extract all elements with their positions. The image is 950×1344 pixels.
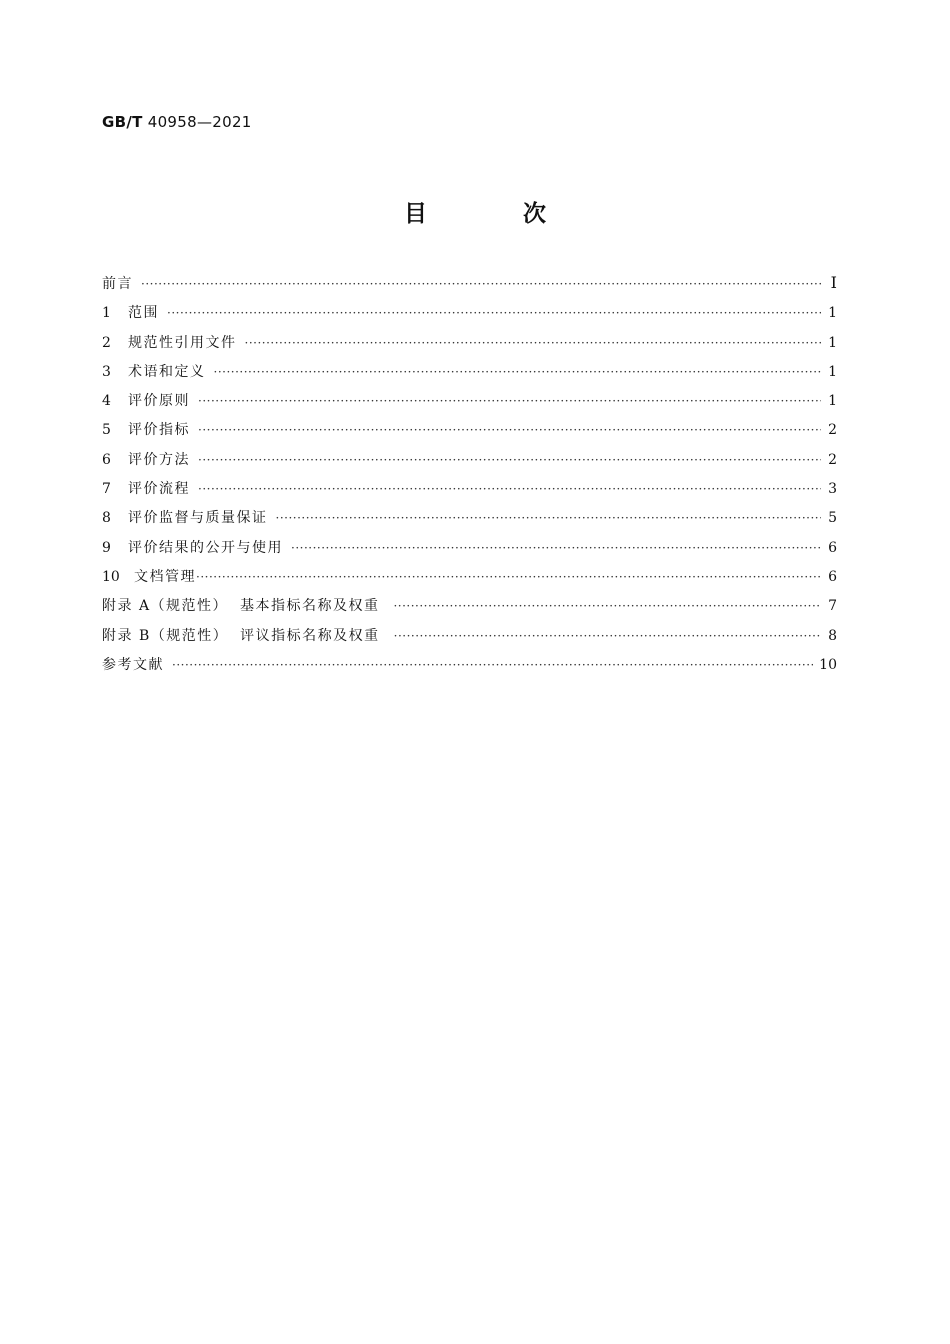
toc-leader-dots <box>198 394 821 408</box>
toc-entry-page: 3 <box>828 481 837 498</box>
toc-entry-label: 评价结果的公开与使用 <box>128 539 283 556</box>
toc-entry-4[interactable] <box>102 390 837 419</box>
toc-entry-number: 9 <box>102 539 111 556</box>
toc-entry-foreword[interactable] <box>102 273 837 302</box>
toc-entry-page: 2 <box>828 451 837 468</box>
toc-entry-8[interactable] <box>102 507 837 536</box>
toc-entry-label: 术语和定义 <box>128 363 206 380</box>
toc-entry-label: 参考文献 <box>102 656 164 673</box>
toc-entry-label: 附录 A（规范性） 基本指标名称及权重 <box>102 598 380 615</box>
toc-entry-number: 7 <box>102 481 111 498</box>
toc-entry-1[interactable] <box>102 302 837 331</box>
toc-leader-dots <box>214 365 822 379</box>
toc-entry-page: 1 <box>828 393 837 410</box>
toc-entry-references[interactable] <box>102 654 837 683</box>
toc-leader-dots <box>198 482 821 496</box>
toc-entry-page: 10 <box>819 656 837 673</box>
toc-entry-label: 评价指标 <box>128 422 190 439</box>
toc-entry-number: 2 <box>102 334 111 351</box>
toc-entry-label: 规范性引用文件 <box>128 334 237 351</box>
toc-entry-3[interactable] <box>102 361 837 390</box>
toc-entry-page: 1 <box>828 363 837 380</box>
toc-entry-appendix-a[interactable] <box>102 595 837 624</box>
toc-entry-label: 评价方法 <box>128 451 190 468</box>
standard-code <box>102 113 252 131</box>
page-title: 目 次 <box>403 201 590 227</box>
toc-entry-page: 1 <box>828 334 837 351</box>
toc-entry-2[interactable] <box>102 332 837 361</box>
toc-entry-appendix-b[interactable] <box>102 625 837 654</box>
toc-leader-dots <box>245 336 822 350</box>
toc-entry-7[interactable] <box>102 478 837 507</box>
table-of-contents <box>102 273 837 683</box>
toc-entry-label: 前言 <box>102 276 133 292</box>
toc-leader-dots <box>196 570 821 584</box>
toc-entry-5[interactable] <box>102 419 837 448</box>
toc-entry-label: 评价流程 <box>128 481 190 498</box>
toc-entry-page: 2 <box>828 422 837 439</box>
toc-entry-page: 6 <box>828 539 837 556</box>
toc-entry-10[interactable] <box>102 566 837 595</box>
toc-leader-dots <box>172 658 813 672</box>
toc-entry-page: 5 <box>828 510 837 527</box>
toc-entry-number: 3 <box>102 363 111 380</box>
toc-entry-label: 文档管理 <box>134 568 196 585</box>
toc-leader-dots <box>291 541 821 555</box>
toc-entry-6[interactable] <box>102 449 837 478</box>
toc-entry-page: 7 <box>828 598 837 615</box>
toc-entry-page: I <box>830 273 837 292</box>
toc-leader-dots <box>394 629 821 643</box>
toc-leader-dots <box>198 423 821 437</box>
toc-entry-number: 6 <box>102 451 111 468</box>
toc-leader-dots <box>141 277 821 291</box>
standard-prefix: GB/T <box>102 113 143 131</box>
toc-entry-number: 1 <box>102 305 111 322</box>
toc-entry-number: 4 <box>102 393 111 410</box>
toc-entry-9[interactable] <box>102 537 837 566</box>
toc-entry-label: 附录 B（规范性） 评议指标名称及权重 <box>102 627 380 644</box>
toc-leader-dots <box>198 453 821 467</box>
toc-leader-dots <box>393 599 821 613</box>
toc-entry-number: 8 <box>102 510 111 527</box>
standard-number: 40958—2021 <box>147 113 252 131</box>
toc-entry-page: 6 <box>828 568 837 585</box>
toc-entry-page: 1 <box>828 305 837 322</box>
toc-entry-number: 5 <box>102 422 111 439</box>
toc-entry-page: 8 <box>828 627 837 644</box>
toc-entry-label: 评价原则 <box>128 393 190 410</box>
toc-entry-label: 范围 <box>128 305 159 322</box>
toc-leader-dots <box>276 511 822 525</box>
toc-leader-dots <box>167 306 821 320</box>
toc-entry-label: 评价监督与质量保证 <box>128 510 268 527</box>
toc-entry-number: 10 <box>102 568 120 585</box>
